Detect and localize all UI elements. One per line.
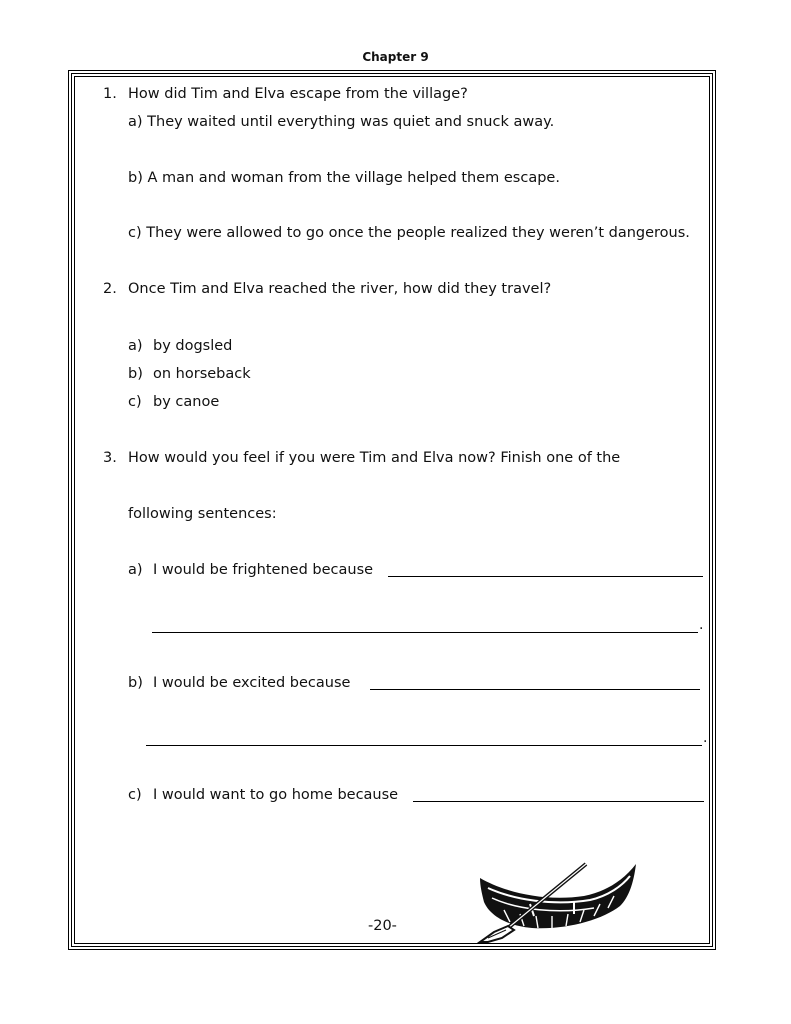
question-3-option-b-letter: b) — [128, 675, 143, 691]
answer-a-period: . — [699, 617, 704, 633]
answer-blank-c-1[interactable] — [413, 801, 704, 802]
canoe-icon — [474, 858, 644, 944]
question-3-text-line2: following sentences: — [128, 506, 277, 522]
question-3-option-c-text: I would want to go home because — [153, 787, 399, 803]
question-2-option-c-text: by canoe — [153, 394, 220, 410]
answer-blank-a-1[interactable] — [388, 576, 703, 577]
question-3-option-b-text: I would be excited because — [153, 675, 351, 691]
question-2-option-a-text: by dogsled — [153, 338, 233, 354]
answer-blank-b-2[interactable] — [146, 745, 702, 746]
question-1-option-c: c) They were allowed to go once the people realized they weren’t dangerous. — [128, 225, 690, 241]
question-2-option-b-letter: b) — [128, 366, 143, 382]
chapter-heading: Chapter 9 — [362, 50, 429, 64]
question-1-text: How did Tim and Elva escape from the village? — [128, 86, 468, 102]
answer-blank-b-1[interactable] — [370, 689, 700, 690]
question-3-number: 3. — [103, 450, 117, 466]
question-1-number: 1. — [103, 86, 117, 102]
question-3-option-a-text: I would be frightened because — [153, 562, 374, 578]
question-1-option-a: a) They waited until everything was quiet and snuck away. — [128, 114, 555, 130]
question-3-option-c-letter: c) — [128, 787, 142, 803]
question-2-option-b-text: on horseback — [153, 366, 251, 382]
page-number: -20- — [368, 918, 397, 934]
question-2-option-c-letter: c) — [128, 394, 142, 410]
answer-b-period: . — [703, 730, 708, 746]
question-2-number: 2. — [103, 281, 117, 297]
answer-blank-a-2[interactable] — [152, 632, 698, 633]
question-1-option-b: b) A man and woman from the village helped them escape. — [128, 170, 560, 186]
question-2-text: Once Tim and Elva reached the river, how did they travel? — [128, 281, 552, 297]
question-2-option-a-letter: a) — [128, 338, 143, 354]
question-3-option-a-letter: a) — [128, 562, 143, 578]
question-3-text-line1: How would you feel if you were Tim and Elva now? Finish one of the — [128, 450, 621, 466]
